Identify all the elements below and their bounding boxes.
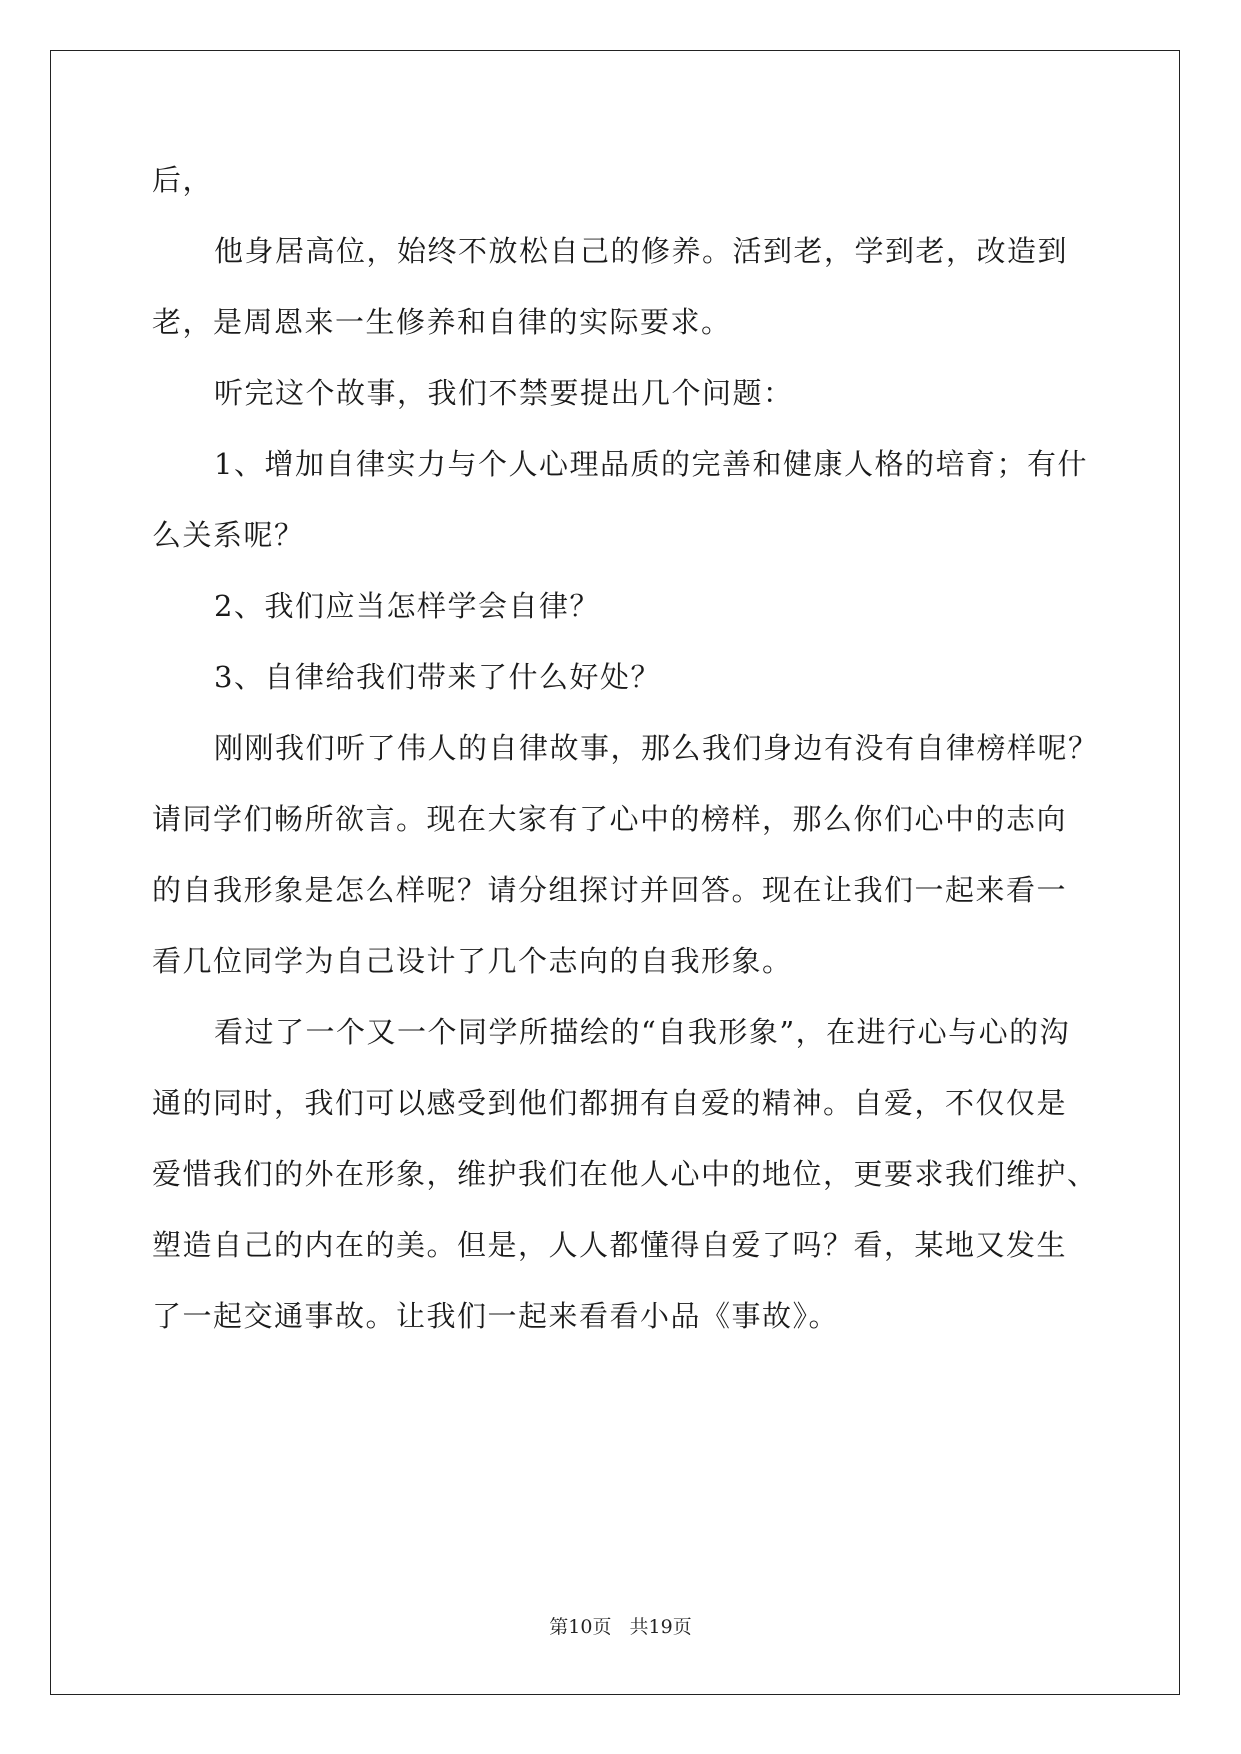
text-line: 爱惜我们的外在形象，维护我们在他人心中的地位，更要求我们维护、 xyxy=(152,1157,1098,1191)
text-line: 后， xyxy=(152,163,214,197)
text-line: 通的同时，我们可以感受到他们都拥有自爱的精神。自爱，不仅仅是 xyxy=(152,1086,1068,1120)
page-number: 第10页 xyxy=(549,1616,612,1638)
text-line: 3、自律给我们带来了什么好处？ xyxy=(214,660,661,694)
text-line: 看几位同学为自己设计了几个志向的自我形象。 xyxy=(152,944,793,978)
text-line: 的自我形象是怎么样呢？请分组探讨并回答。现在让我们一起来看一 xyxy=(152,873,1068,907)
page-footer xyxy=(0,1612,1241,1639)
text-line: 看过了一个又一个同学所描绘的“自我形象”，在进行心与心的沟 xyxy=(214,1015,1071,1049)
text-line: 他身居高位，始终不放松自己的修养。活到老，学到老，改造到 xyxy=(214,234,1069,268)
text-line: 了一起交通事故。让我们一起来看看小品《事故》。 xyxy=(152,1299,840,1333)
text-line: 1、增加自律实力与个人心理品质的完善和健康人格的培育；有什 xyxy=(214,447,1088,481)
page-total: 共19页 xyxy=(629,1616,692,1638)
text-line: 听完这个故事，我们不禁要提出几个问题： xyxy=(214,376,794,410)
text-line: 刚刚我们听了伟人的自律故事，那么我们身边有没有自律榜样呢？ xyxy=(214,731,1099,765)
text-line: 老，是周恩来一生修养和自律的实际要求。 xyxy=(152,305,732,339)
text-line: 2、我们应当怎样学会自律？ xyxy=(214,589,600,623)
text-line: 么关系呢？ xyxy=(152,518,305,552)
text-line: 塑造自己的内在的美。但是，人人都懂得自爱了吗？看，某地又发生 xyxy=(152,1228,1068,1262)
text-line: 请同学们畅所欲言。现在大家有了心中的榜样，那么你们心中的志向 xyxy=(152,802,1068,836)
